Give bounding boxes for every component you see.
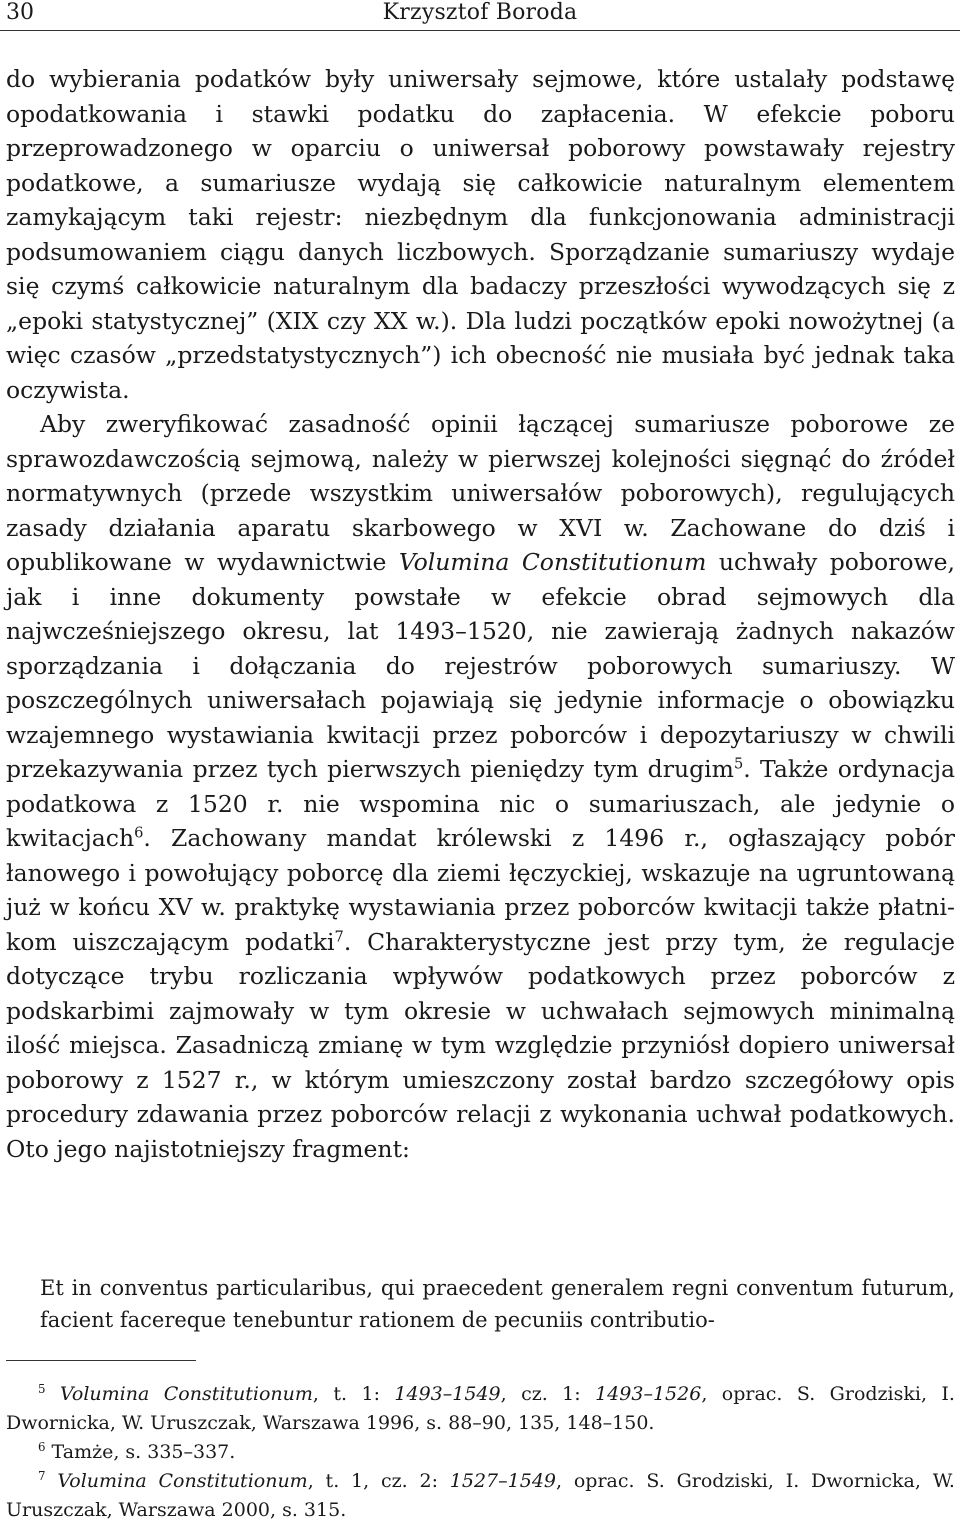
paragraph-2-text-a: Aby zweryfikować zasadność opinii łączącej sumariusze poborowe ze sprawozdawczością sejmową, należy w pierwszej kolejności sięgnąć do źródeł normatywnych (przede wszystkim uniwersałów poborowych), regulujących zasady działania aparatu skarbowego w XVI w. Zachowane do dziś i opublikowane w wydawnictwie: [6, 410, 955, 576]
footnote-5-number: 5: [38, 1381, 46, 1396]
paragraph-2-text-b: uchwały poborowe, jak i inne dokumenty powstałe w efekcie obrad sejmowych dla najwcześniejszego okresu, lat 1493–1520, nie zawierają żadnych nakazów sporządzania i dołączania do rejestrów poborowych sumariuszy. W poszczególnych uniwersałach pojawiają się jedynie informacje o obowiązku wzajemnego wystawiania kwitacji przez poborców i depozytariuszy w chwili przekazywania przez tych pierwszych pieniędzy tym drugim: [6, 548, 955, 783]
paragraph-2: [6, 407, 955, 1166]
footnote-5: [6, 1380, 955, 1438]
page-header: [0, 0, 960, 31]
footnote-6: [6, 1438, 955, 1467]
footnote-5-range-1: 1493–1549: [394, 1383, 501, 1405]
footnote-5-title: Volumina Constitutionum: [59, 1383, 313, 1405]
footnote-7-number: 7: [38, 1468, 46, 1483]
footnote-7-text-a: , t. 1, cz. 2:: [307, 1470, 450, 1492]
footnote-5-range-2: 1493–1526: [595, 1383, 702, 1405]
paragraph-2-text-e: . Charakterystyczne jest przy tym, że regulacje dotyczące trybu rozliczania wpływów podatkowych przez poborców z podskarbimi zajmowały w tym okresie w uchwałach sejmowych minimalną ilość miejsca. Zasadniczą zmianę w tym względzie przyniósł dopiero uniwersał poborowy z 1527 r., w którym umieszczony został bardzo szczegółowy opis procedury zdawania przez poborców relacji z wykonania uchwał podatkowych. Oto jego najistotniejszy fragment:: [6, 927, 955, 1163]
footnote-separator: [6, 1360, 196, 1361]
footnote-5-text-c: , oprac. S. Grodziski, I. Dwornicka, W. Uruszczak, Warszawa 1996, s. 88–90, 135, 148–150.: [6, 1383, 955, 1434]
footnote-6-text: Tamże, s. 335–337.: [45, 1441, 236, 1463]
latin-quotation: Et in conventus particularibus, qui praecedent generalem regni conventum futurum, facient facereque tenebuntur rationem de pecuniis contributio-: [40, 1276, 955, 1332]
paragraph-1: do wybierania podatków były uniwersały sejmowe, które ustalały podstawę opodatkowania i stawki podatku do zapłacenia. W efekcie poboru przeprowadzonego w oparciu o uniwersał poborowy powstawały rejestry podatkowe, a sumariusze wydają się całkowicie naturalnym elementem zamykającym taki rejestr: niezbędnym dla funkcjonowania administracji podsumowaniem ciągu danych liczbowych. Sporządzanie sumariuszy wydaje się czymś całkowicie naturalnym dla badaczy przeszłości wywodzących się z „epoki statystycznej” (XIX czy XX w.). Dla ludzi początków epoki nowożytnej (a więc czasów „przedstatystycznych”) ich obecność nie musiała być jednak taka oczywista.: [6, 65, 955, 404]
footnote-ref-7[interactable]: 7: [334, 927, 344, 945]
footnote-ref-5[interactable]: 5: [733, 755, 744, 773]
footnote-7: [6, 1467, 955, 1525]
paragraph-2-text-c: . Także ordynacja podatkowa z 1520 r. nie wspomina nic o sumariuszach, ale jedynie o kwitacjach: [6, 755, 955, 852]
footnote-7-title: Volumina Constitutionum: [57, 1470, 308, 1492]
main-text: [6, 62, 955, 1166]
running-head-author: Krzysztof Boroda: [382, 0, 578, 25]
paragraph-2-text-d: . Zachowany mandat królewski z 1496 r., ogłaszający pobór łanowego i powołujący poborcę dla ziemi łęczyckiej, wskazuje na ugruntowaną już w końcu XV w. praktykę wystawiania przez poborców kwitacji także płatnikom uiszczającym podatki: [6, 824, 955, 956]
footnote-5-text-a: , t. 1:: [312, 1383, 395, 1405]
footnote-7-text-b: , oprac. S. Grodziski, I. Dwornicka, W. Uruszczak, Warszawa 2000, s. 315.: [6, 1470, 955, 1521]
footnote-ref-6[interactable]: 6: [134, 824, 144, 842]
page-number: 30: [6, 0, 34, 25]
footnote-6-number: 6: [38, 1439, 46, 1454]
volumina-title: Volumina Constitutionum: [398, 548, 707, 576]
footnotes: [6, 1380, 955, 1525]
footnote-7-range: 1527–1549: [449, 1470, 557, 1492]
footnote-5-text-b: , cz. 1:: [500, 1383, 596, 1405]
